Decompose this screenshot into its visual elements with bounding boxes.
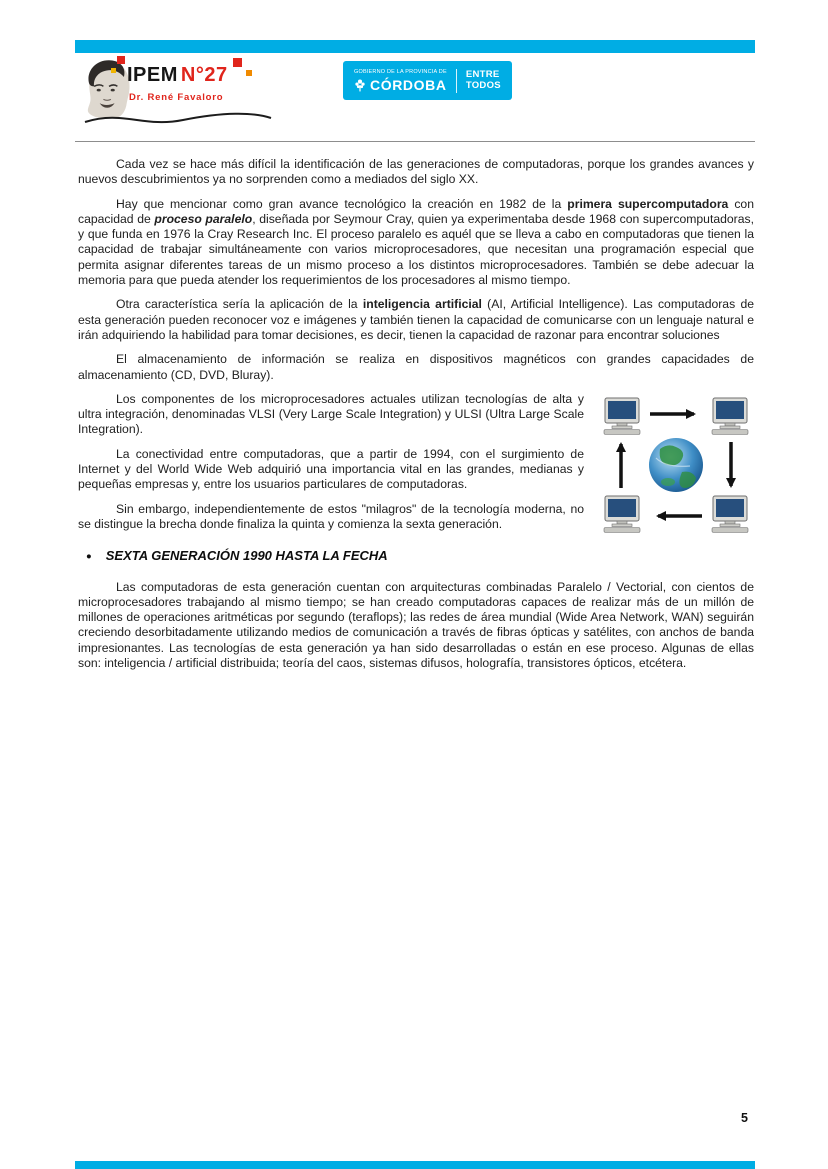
cordoba-block	[354, 69, 447, 93]
logo-title-n27: N°27	[180, 64, 228, 86]
page-number: 5	[741, 1111, 748, 1125]
logo-orange-square-icon	[246, 70, 252, 76]
gov-small-text: GOBIERNO DE LA PROVINCIA DE	[354, 68, 447, 75]
computer-icon	[712, 496, 748, 533]
logo-red-square-icon	[233, 58, 242, 67]
paragraph: Cada vez se hace más difícil la identificación de las generaciones de computadoras, porque los grandes avances y nuevos descubrimientos ya no sorprenden como a mediados del siglo XX.	[78, 157, 754, 187]
paragraph: Los componentes de los microprocesadores actuales utilizan tecnologías de alta y ultra integración, denominadas VLSI (Very Large Scale Integration) y ULSI (Ultra Large Scale Integration).	[78, 391, 584, 437]
section-heading	[86, 548, 754, 565]
school-logo	[81, 56, 301, 140]
logo-title	[127, 64, 228, 87]
bottom-accent-bar	[75, 1161, 755, 1169]
document-body	[78, 157, 754, 680]
paragraph: Sin embargo, independientemente de estos "milagros" de la tecnología moderna, no se distingue la brecha donde finaliza la quinta y comienza la sexta generación.	[78, 501, 584, 531]
paragraph: La conectividad entre computadoras, que a partir de 1994, con el surgimiento de Internet y del World Wide Web adquirió una importancia vital en las grandes, medianas y pequeñas empresas y, entre los usuarios particulares de computadoras.	[78, 446, 584, 492]
top-accent-bar	[75, 40, 755, 53]
computer-icon	[604, 496, 640, 533]
text-with-figure	[78, 392, 754, 532]
logo-title-ipem: IPEM	[127, 64, 178, 86]
page-header	[75, 56, 755, 142]
government-badge	[343, 61, 512, 100]
computer-icon	[712, 398, 748, 435]
signature-flourish-icon	[83, 108, 273, 130]
entre-todos-text	[466, 70, 501, 91]
computer-network-figure	[598, 394, 754, 540]
paragraph: Hay que mencionar como gran avance tecnológico la creación en 1982 de la primera supercomputadora con capacidad de proceso paralelo, diseñada por Seymour Cray, quien ya experimentaba desde 1968 con supercomputadoras, y que funda en 1976 la Cray Research Inc. El proceso paralelo es aquél que se lleva a cabo en computadoras que tienen la capacidad de trabajar simultáneamente con varios microprocesadores, que necesitan una programación especial que permita asignar diferentes tareas de un mismo proceso a los distintos microprocesadores. También se debe adecuar la memoria para que pueda atender los requerimientos de los procesadores al mismo tiempo.	[78, 196, 754, 288]
slogan-line-1: ENTRE	[465, 68, 500, 80]
header-divider	[75, 141, 755, 142]
paragraph: Las computadoras de esta generación cuentan con arquitecturas combinadas Paralelo / Vectorial, con cientos de microprocesadores trabajando al mismo tiempo; se han creado computadoras capaces de realizar más de un millón de millones de operaciones aritméticas por segundo (teraflops); las redes de área mundial (Wide Area Network, WAN) seguirán creciendo desorbitadamente utilizando medios de comunicación a través de fibras ópticas y satélites, con anchos de banda impresionantes. Las tecnologías de esta generación ya han sido desarrolladas o están en ese proceso. Algunas de ellas son: inteligencia / artificial distribuida; teoría del caos, sistemas difusos, holografía, transistores ópticos, etcétera.	[78, 579, 754, 671]
cordoba-wordmark: CÓRDOBA	[370, 76, 447, 93]
paragraph: Otra característica sería la aplicación de la inteligencia artificial (AI, Artificial Intelligence). Las computadoras de esta generación pueden reconocer voz e imágenes y también tienen la capacidad de comunicarse con un lenguaje natural e irán adquiriendo la habilidad para tomar decisiones, es decir, tienen la capacidad de razonar para encontrar soluciones	[78, 297, 754, 342]
logo-yellow-square-icon	[111, 68, 116, 73]
globe-icon	[649, 438, 703, 492]
badge-divider	[456, 69, 457, 93]
section-heading-text: SEXTA GENERACIÓN 1990 HASTA LA FECHA	[105, 548, 388, 564]
computer-icon	[604, 398, 640, 435]
bullet-icon: ●	[86, 551, 92, 563]
tree-icon	[354, 78, 366, 92]
logo-red-square-icon	[117, 56, 125, 64]
slogan-line-2: TODOS	[465, 79, 501, 91]
logo-subtitle: Dr. René Favaloro	[129, 92, 224, 103]
paragraph: El almacenamiento de información se realiza en dispositivos magnéticos con grandes capacidades de almacenamiento (CD, DVD, Bluray).	[78, 352, 754, 382]
